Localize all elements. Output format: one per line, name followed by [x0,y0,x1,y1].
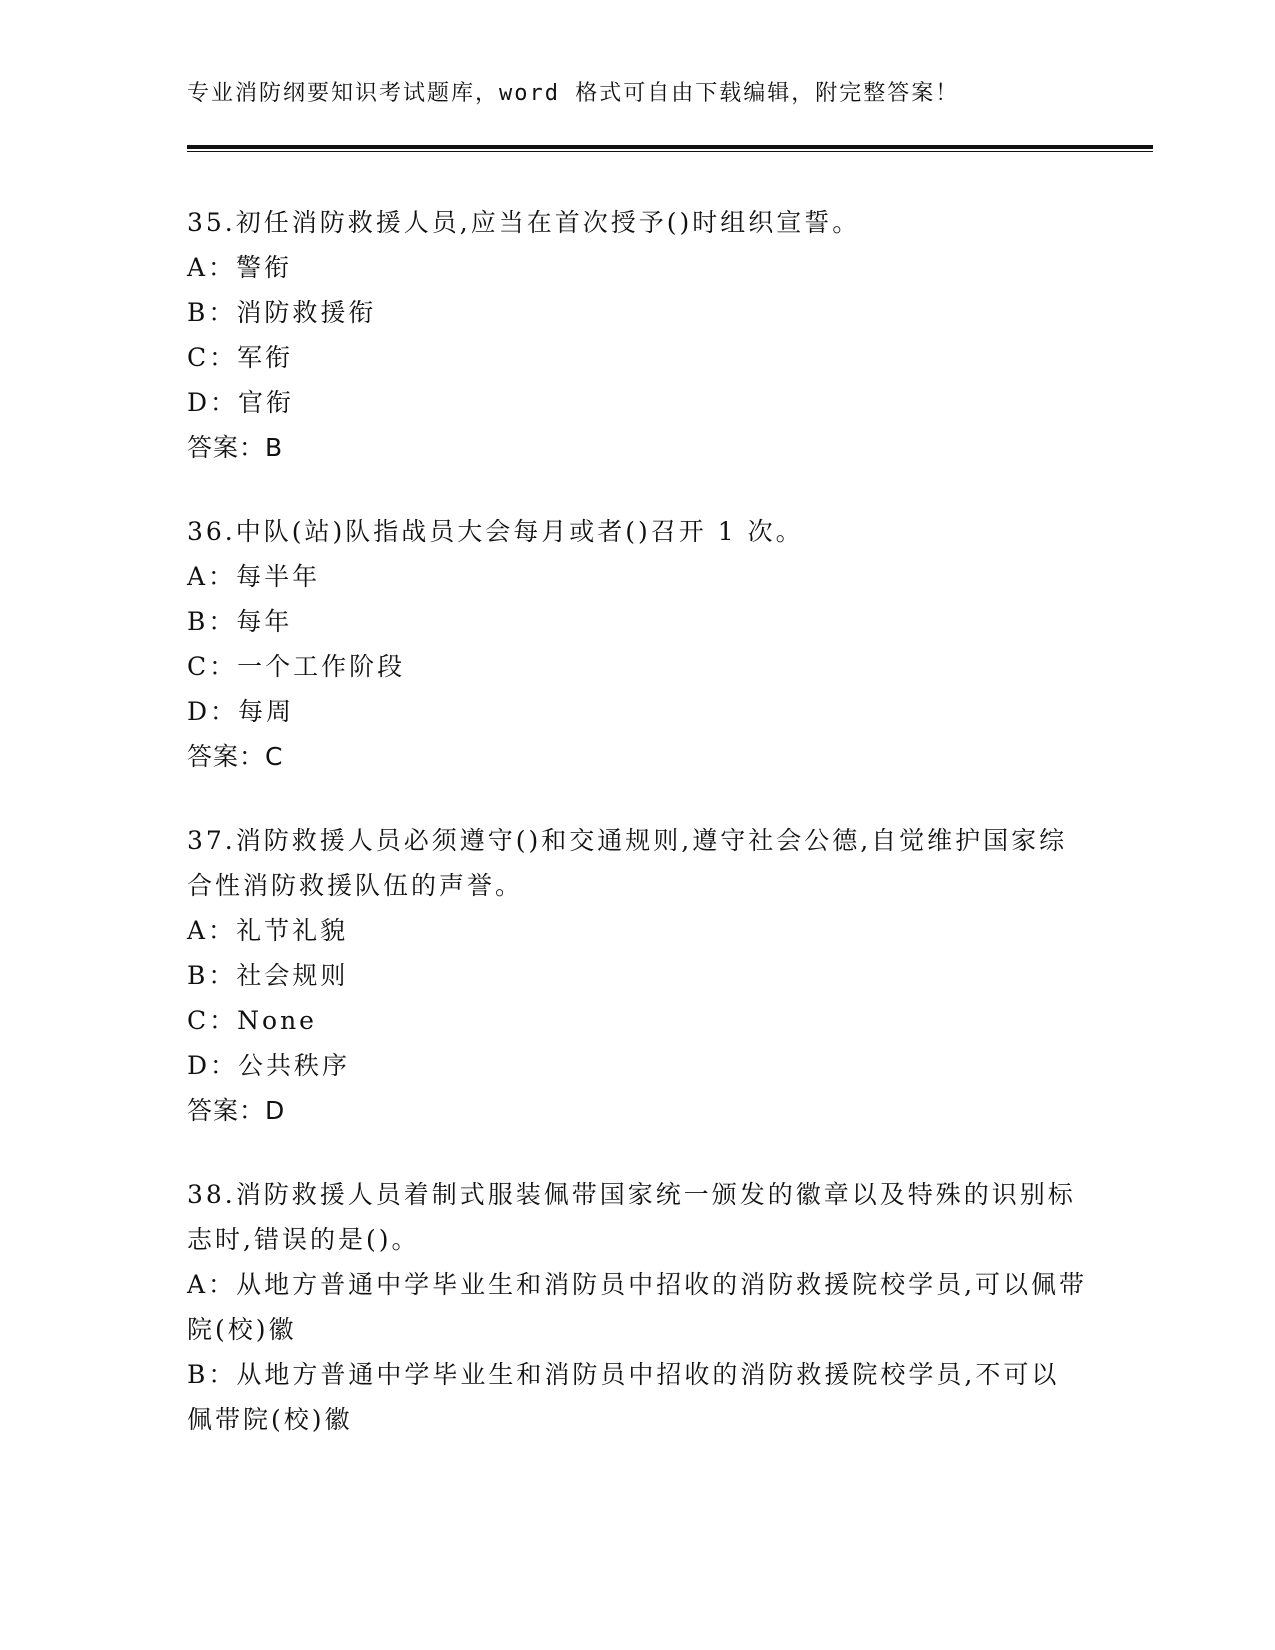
option-text: 礼节礼貌 [236,916,349,945]
option-text: 消防救援衔 [236,298,377,327]
option-b [187,599,1087,644]
question-36 [187,509,1087,780]
question-stem: 36.中队(站)队指战员大会每月或者()召开 1 次。 [187,517,804,546]
answer-line: 答案：D [187,1096,286,1125]
option-key: A： [187,562,237,591]
question-stem: 38.消防救援人员着制式服装佩带国家统一颁发的徽章以及特殊的识别标志时,错误的是()。 [187,1180,1076,1254]
option-key: C： [187,1006,238,1035]
option-key: A： [187,916,237,945]
option-key: C： [187,343,238,372]
option-c [187,644,1087,689]
option-text: 公共秩序 [238,1051,351,1080]
page-header-text: 专业消防纲要知识考试题库，word 格式可自由下载编辑，附完整答案！ [187,81,960,106]
option-key: B： [187,298,237,327]
option-d [187,1043,1087,1088]
option-text: 从地方普通中学毕业生和消防员中招收的消防救援院校学员,不可以佩带院(校)徽 [187,1360,1060,1434]
question-38 [187,1172,1087,1442]
option-text: 警衔 [236,253,293,282]
option-text: 每半年 [236,562,321,591]
option-b [187,1352,1087,1442]
option-text: 一个工作阶段 [237,652,406,681]
option-text: 从地方普通中学毕业生和消防员中招收的消防救援院校学员,可以佩带院(校)徽 [187,1270,1088,1344]
option-key: D： [187,697,239,726]
option-c [187,998,1087,1043]
question-stem: 35.初任消防救援人员,应当在首次授予()时组织宣誓。 [187,208,861,237]
option-text: 军衔 [237,343,294,372]
option-text: 每周 [238,697,295,726]
option-b [187,290,1087,335]
option-key: B： [187,1360,237,1389]
question-list [187,200,1087,1480]
option-d [187,689,1087,734]
option-key: A： [187,1270,237,1299]
option-key: B： [187,607,237,636]
option-key: D： [187,388,239,417]
option-key: B： [187,961,237,990]
question-35 [187,200,1087,471]
header-divider-thick [187,145,1153,149]
option-a [187,245,1087,290]
option-text: 官衔 [238,388,295,417]
option-a [187,554,1087,599]
question-37 [187,818,1087,1134]
answer-line: 答案：C [187,742,284,771]
option-b [187,953,1087,998]
option-d [187,380,1087,425]
option-c [187,335,1087,380]
option-key: A： [187,253,237,282]
header-divider-thin [187,151,1153,152]
option-text: 社会规则 [236,961,349,990]
option-text: 每年 [236,607,293,636]
question-stem: 37.消防救援人员必须遵守()和交通规则,遵守社会公德,自觉维护国家综合性消防救援队伍的声誉。 [187,826,1068,900]
option-key: C： [187,652,238,681]
option-text: None [237,1006,317,1035]
answer-line: 答案：B [187,433,284,462]
option-a [187,908,1087,953]
option-key: D： [187,1051,239,1080]
option-a [187,1262,1087,1352]
